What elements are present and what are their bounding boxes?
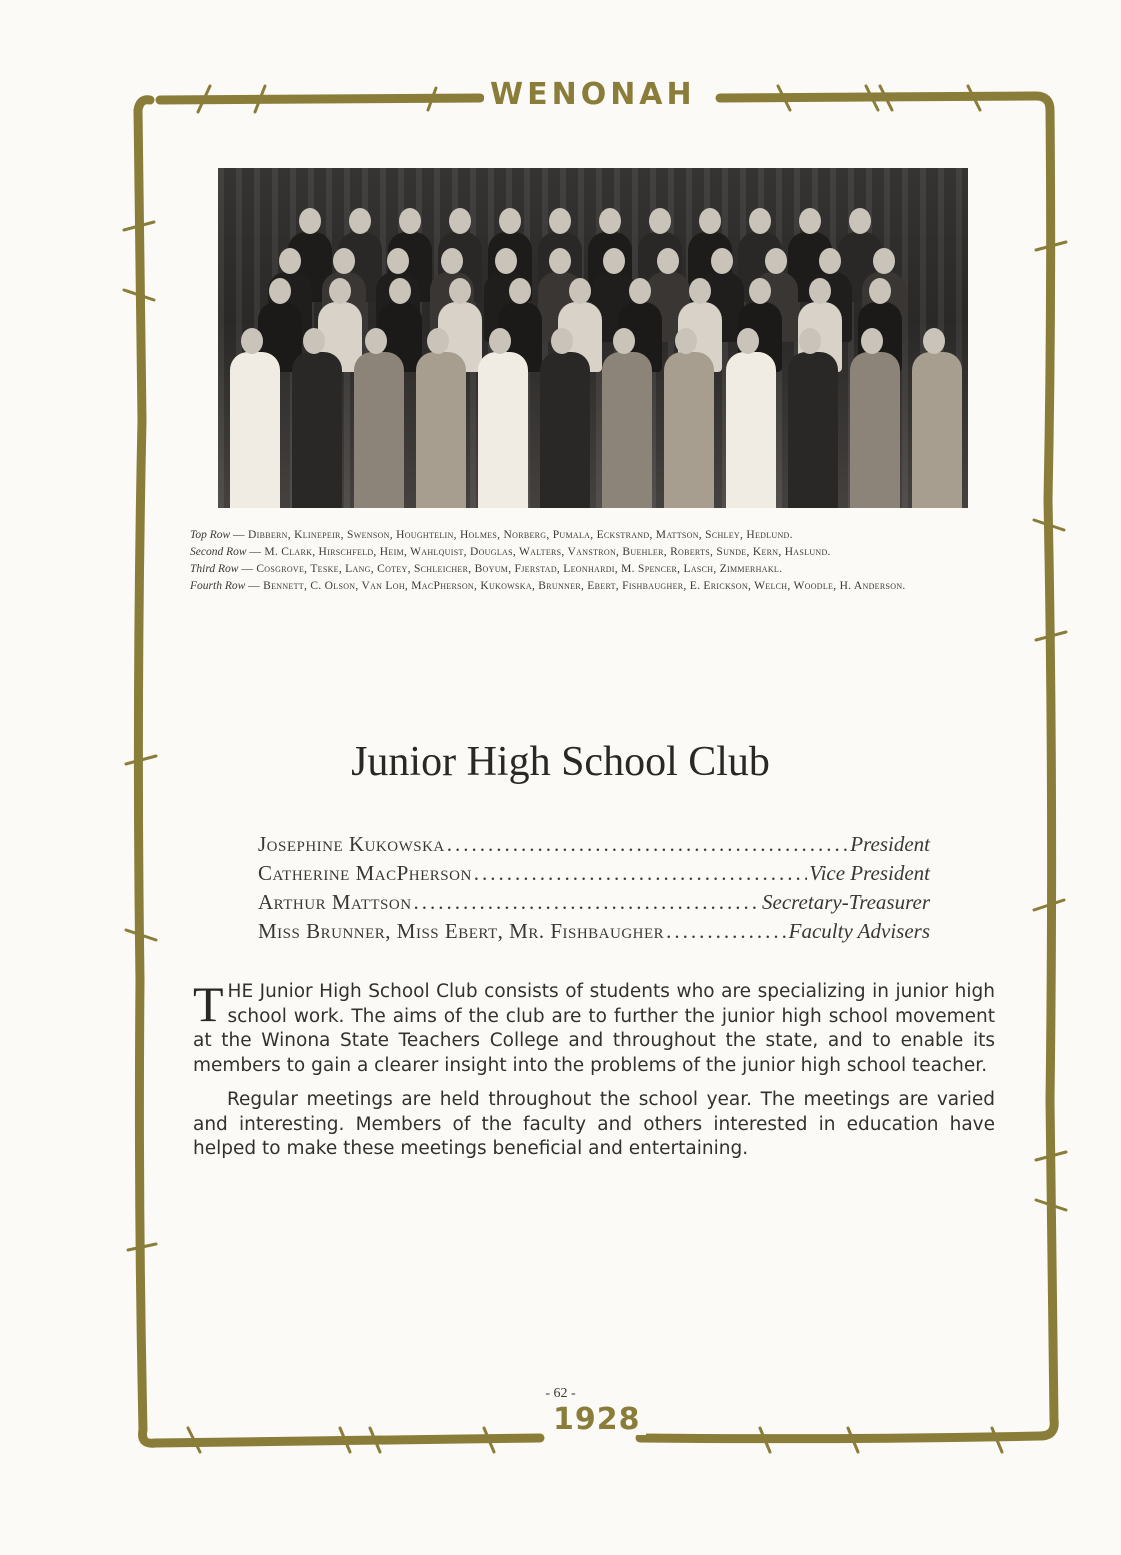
- photo-person-head: [329, 278, 351, 304]
- officer-name: Josephine Kukowska: [258, 832, 445, 856]
- officer-row: [258, 919, 930, 948]
- photo-person-head: [449, 208, 471, 234]
- leader-dots: [447, 832, 849, 857]
- photo-person-head: [873, 248, 895, 274]
- photo-caption: [190, 528, 1000, 596]
- photo-person-head: [699, 208, 721, 234]
- photo-person-head: [303, 328, 325, 354]
- photo-person-head: [299, 208, 321, 234]
- photo-person-head: [657, 248, 679, 274]
- caption-row-third: [190, 562, 1000, 576]
- caption-label: Second Row: [190, 546, 247, 558]
- officer-row: [258, 832, 930, 861]
- photo-person-head: [765, 248, 787, 274]
- caption-label: Third Row: [190, 563, 239, 575]
- photo-person-head: [675, 328, 697, 354]
- photo-person-body: [540, 352, 590, 508]
- caption-label: Top Row: [190, 529, 231, 541]
- photo-person-head: [923, 328, 945, 354]
- photo-person-head: [799, 208, 821, 234]
- photo-person-head: [809, 278, 831, 304]
- officer-name: Arthur Mattson: [258, 890, 412, 914]
- paragraph-1: [193, 976, 995, 1078]
- officer-name: Catherine MacPherson: [258, 861, 472, 885]
- photo-person-head: [613, 328, 635, 354]
- photo-person-head: [569, 278, 591, 304]
- photo-person-body: [292, 352, 342, 508]
- photo-person-head: [599, 208, 621, 234]
- photo-person-head: [333, 248, 355, 274]
- photo-person-head: [737, 328, 759, 354]
- photo-person-head: [365, 328, 387, 354]
- photo-person-head: [279, 248, 301, 274]
- officer-role: Vice President: [809, 861, 930, 885]
- club-title: Junior High School Club: [351, 739, 770, 785]
- photo-person-head: [449, 278, 471, 304]
- photo-person-head: [749, 208, 771, 234]
- photo-person-head: [387, 248, 409, 274]
- photo-person-body: [788, 352, 838, 508]
- photo-person-head: [799, 328, 821, 354]
- paragraph-2: Regular meetings are held throughout the school year. The meetings are varied and interesting. Members of the faculty and others interested in education have helped to make these meetings beneficial and entertaining.: [193, 1089, 995, 1159]
- officer-name: Miss Brunner, Miss Ebert, Mr. Fishbaugher: [258, 919, 665, 943]
- caption-row-second: [190, 545, 1000, 559]
- leader-dots: [666, 919, 786, 944]
- photo-person-head: [349, 208, 371, 234]
- caption-row-fourth: [190, 579, 1000, 593]
- officer-role: Secretary-Treasurer: [762, 890, 930, 914]
- photo-person-body: [726, 352, 776, 508]
- leader-dots: [474, 861, 808, 886]
- photo-person-body: [230, 352, 280, 508]
- officer-row: [258, 890, 930, 919]
- leader-dots: [414, 890, 760, 915]
- officer-row: [258, 861, 930, 890]
- photo-person-head: [649, 208, 671, 234]
- photo-person-body: [354, 352, 404, 508]
- photo-person-body: [850, 352, 900, 508]
- officer-role: President: [850, 832, 930, 856]
- photo-person-head: [509, 278, 531, 304]
- caption-names: — Bennett, C. Olson, Van Loh, MacPherson, Kukowska, Brunner, Ebert, Fishbaugher, E. Erickson, Welch, Woodle, H. Anderson.: [248, 580, 906, 592]
- paragraph-1-text: HE Junior High School Club consists of students who are specializing in junior high school work. The aims of the club are to further the junior high school movement at the Winona State Teachers College and throughout the state, and to enable its members to gain a clearer insight into the problems of the junior high school teacher.: [193, 981, 995, 1076]
- photo-person-head: [629, 278, 651, 304]
- photo-person-head: [269, 278, 291, 304]
- photo-person-head: [869, 278, 891, 304]
- photo-person-body: [664, 352, 714, 508]
- photo-person-head: [849, 208, 871, 234]
- photo-person-head: [551, 328, 573, 354]
- caption-row-top: [190, 528, 1000, 542]
- caption-label: Fourth Row: [190, 580, 246, 592]
- photo-person-head: [499, 208, 521, 234]
- photo-person-head: [427, 328, 449, 354]
- photo-person-body: [602, 352, 652, 508]
- photo-person-head: [689, 278, 711, 304]
- photo-person-head: [819, 248, 841, 274]
- club-description: [193, 976, 995, 1172]
- photo-person-head: [441, 248, 463, 274]
- photo-person-head: [711, 248, 733, 274]
- officer-role: Faculty Advisers: [788, 919, 930, 943]
- photo-person-head: [749, 278, 771, 304]
- photo-person-head: [549, 248, 571, 274]
- photo-person-body: [416, 352, 466, 508]
- officer-list: [258, 832, 930, 948]
- photo-person-head: [495, 248, 517, 274]
- drop-cap: T: [193, 976, 224, 1032]
- caption-names: — M. Clark, Hirschfeld, Heim, Wahlquist, Douglas, Walters, Vanstron, Buehler, Roberts, Sunde, Kern, Haslund.: [249, 546, 831, 558]
- photo-person-head: [603, 248, 625, 274]
- page-number: - 62 -: [545, 1386, 576, 1401]
- photo-person-body: [912, 352, 962, 508]
- yearbook-wordmark: WENONAH: [484, 80, 702, 110]
- yearbook-year: 1928: [548, 1405, 646, 1435]
- photo-person-head: [389, 278, 411, 304]
- photo-person-body: [478, 352, 528, 508]
- caption-names: — Cosgrove, Teske, Lang, Cotey, Schleicher, Boyum, Fjerstad, Leonhardi, M. Spencer, Lasch, Zimmerhakl.: [241, 563, 783, 575]
- photo-person-head: [861, 328, 883, 354]
- photo-person-head: [489, 328, 511, 354]
- caption-names: — Dibbern, Klinepeir, Swenson, Houghtelin, Holmes, Norberg, Pumala, Eckstrand, Mattson, Schley, Hedlund.: [233, 529, 793, 541]
- photo-person-head: [549, 208, 571, 234]
- photo-person-head: [241, 328, 263, 354]
- photo-person-head: [399, 208, 421, 234]
- group-photo: [218, 168, 968, 508]
